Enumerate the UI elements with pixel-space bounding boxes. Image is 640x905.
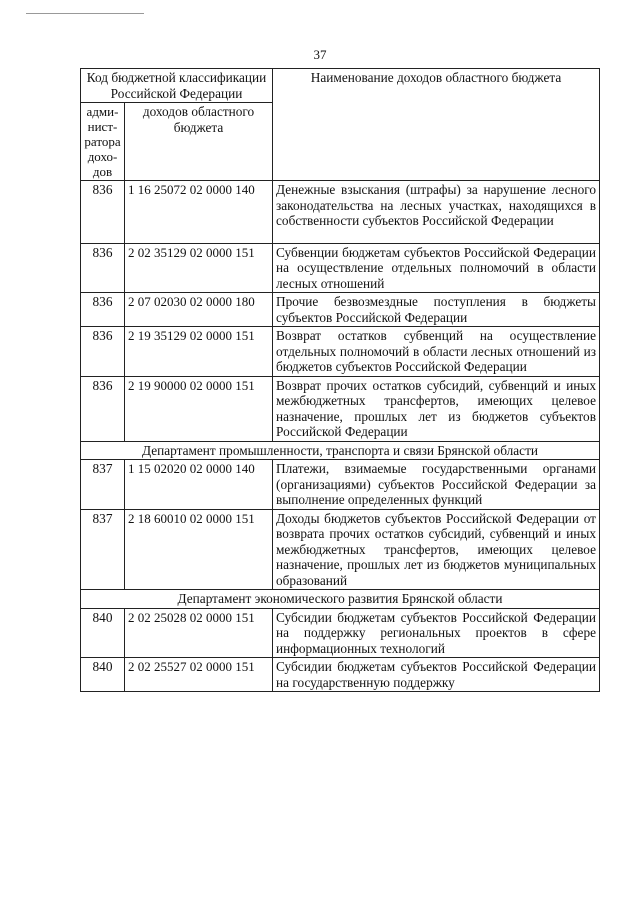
revenue-name: Прочие безвозмездные поступления в бюджеты субъектов Российской Федерации — [273, 293, 600, 327]
admin-code: 836 — [81, 376, 125, 441]
table-row — [81, 181, 600, 244]
revenue-name: Субсидии бюджетам субъектов Российской Федерации на государственную поддержку — [273, 658, 600, 692]
section-heading-industry: Департамент промышленности, транспорта и связи Брянской области — [81, 441, 600, 460]
budget-code: 2 18 60010 02 0000 151 — [125, 509, 273, 590]
section-header-row — [81, 441, 600, 460]
budget-code: 2 02 25527 02 0000 151 — [125, 658, 273, 692]
budget-code: 2 07 02030 02 0000 180 — [125, 293, 273, 327]
budget-code: 1 16 25072 02 0000 140 — [125, 181, 273, 244]
admin-code: 837 — [81, 460, 125, 510]
budget-code: 2 19 35129 02 0000 151 — [125, 327, 273, 377]
admin-code: 836 — [81, 327, 125, 377]
revenue-name: Субвенции бюджетам субъектов Российской Федерации на осуществление отдельных полномочий в области лесных отношений — [273, 243, 600, 293]
budget-code: 2 19 90000 02 0000 151 — [125, 376, 273, 441]
table-row — [81, 243, 600, 293]
header-administrator: адми-нист-ратора дохо-дов — [81, 103, 125, 181]
header-revenue-code: доходов областного бюджета — [125, 103, 273, 181]
top-rule — [26, 13, 144, 14]
revenue-name: Доходы бюджетов субъектов Российской Федерации от возврата прочих остатков субсидий, субвенций и иных межбюджетных трансфертов, имеющих целевое назначение, прошлых лет из бюджетов муниципальных образований — [273, 509, 600, 590]
budget-classification-table — [80, 68, 600, 692]
header-revenue-name: Наименование доходов областного бюджета — [273, 69, 600, 181]
budget-code: 1 15 02020 02 0000 140 — [125, 460, 273, 510]
revenue-name: Денежные взыскания (штрафы) за нарушение лесного законодательства на лесных участках, находящихся в собственности субъектов Российской Федерации — [273, 181, 600, 244]
table-row — [81, 376, 600, 441]
section-heading-economic: Департамент экономического развития Брянской области — [81, 590, 600, 609]
admin-code: 836 — [81, 243, 125, 293]
admin-code: 840 — [81, 658, 125, 692]
admin-code: 837 — [81, 509, 125, 590]
budget-code: 2 02 35129 02 0000 151 — [125, 243, 273, 293]
admin-code: 836 — [81, 293, 125, 327]
page-number: 37 — [313, 47, 327, 62]
table-row — [81, 608, 600, 658]
revenue-name: Возврат прочих остатков субсидий, субвенций и иных межбюджетных трансфертов, имеющих целевое назначение, прошлых лет из бюджетов субъектов Российской Федерации — [273, 376, 600, 441]
header-classification-code: Код бюджетной классификации Российской Федерации — [81, 69, 273, 103]
revenue-name: Возврат остатков субвенций на осуществление отдельных полномочий в области лесных отношений из бюджетов субъектов Российской Федерации — [273, 327, 600, 377]
revenue-name: Платежи, взимаемые государственными органами (организациями) субъектов Российской Федерации за выполнение определенных функций — [273, 460, 600, 510]
revenue-name: Субсидии бюджетам субъектов Российской Федерации на поддержку региональных проектов в сфере информационных технологий — [273, 608, 600, 658]
admin-code: 836 — [81, 181, 125, 244]
table-row — [81, 658, 600, 692]
admin-code: 840 — [81, 608, 125, 658]
section-header-row — [81, 590, 600, 609]
table-row — [81, 327, 600, 377]
budget-code: 2 02 25028 02 0000 151 — [125, 608, 273, 658]
table-row — [81, 293, 600, 327]
table-row — [81, 460, 600, 510]
table-row — [81, 509, 600, 590]
